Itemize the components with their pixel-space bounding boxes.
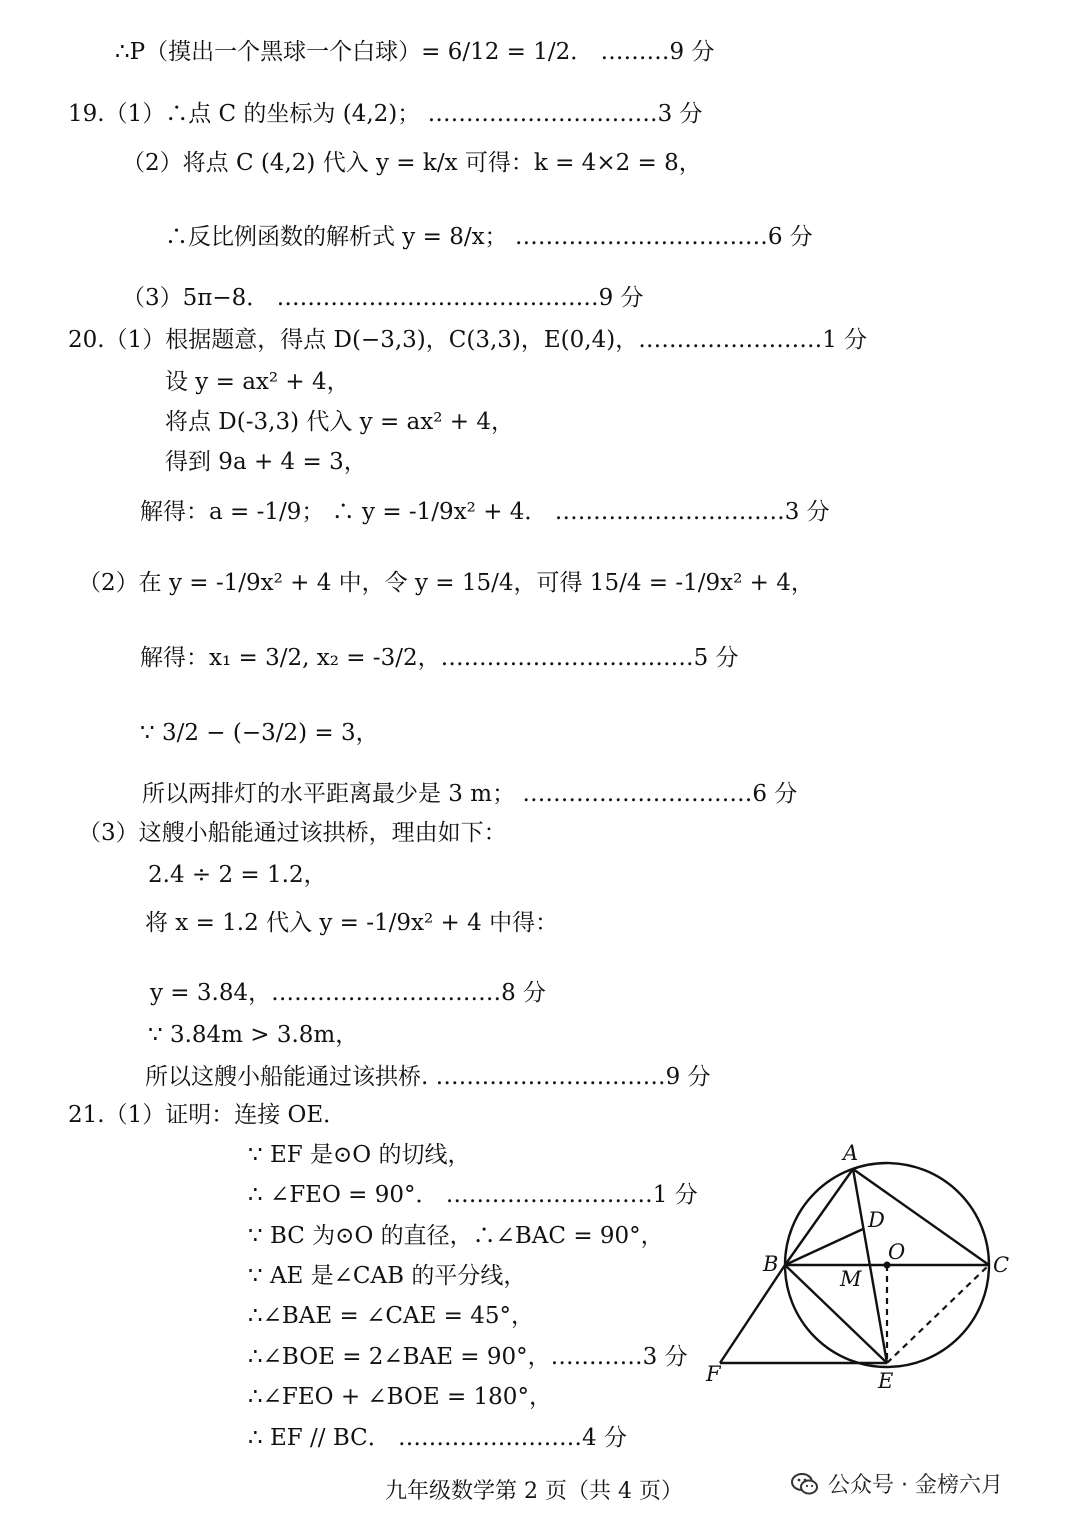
segment-ec-dashed xyxy=(887,1265,989,1363)
line-20-3-compare: ∵ 3.84m > 3.8m， xyxy=(148,1022,359,1048)
line-21-bae: ∴∠BAE = ∠CAE = 45°， xyxy=(248,1303,535,1329)
line-21-1: 21.（1）证明：连接 OE． xyxy=(68,1102,347,1128)
line-21-sum: ∴∠FEO + ∠BOE = 180°， xyxy=(248,1384,552,1410)
line-21-parallel: ∴ EF // BC． ……………………4 分 xyxy=(248,1425,627,1451)
line-19-3: （3）5π−8． ……………………………………9 分 xyxy=(122,285,644,311)
line-20-3-value: y = 3.84，…………………………8 分 xyxy=(150,980,547,1006)
label-o: O xyxy=(888,1240,906,1264)
segment-fb xyxy=(720,1265,785,1363)
label-f: F xyxy=(706,1362,721,1386)
wechat-icon xyxy=(790,1469,820,1499)
label-a: A xyxy=(843,1141,859,1165)
line-20-3-conclusion: 所以这艘小船能通过该拱桥. …………………………9 分 xyxy=(145,1064,711,1090)
line-20-1-equation: 得到 9a + 4 = 3， xyxy=(165,449,367,475)
label-c: C xyxy=(993,1253,1010,1277)
line-20-3-substitute: 将 x = 1.2 代入 y = -1/9x² + 4 中得： xyxy=(145,910,559,936)
watermark xyxy=(790,1468,1003,1499)
line-21-bisector: ∵ AE 是∠CAB 的平分线， xyxy=(248,1263,527,1289)
line-20-1-substitute: 将点 D(-3,3) 代入 y = ax² + 4， xyxy=(165,409,514,435)
line-20-3: （3）这艘小船能通过该拱桥，理由如下： xyxy=(78,820,507,846)
line-19-2-result: ∴反比例函数的解析式 y = 8/x； ……………………………6 分 xyxy=(165,224,813,250)
line-20-2: （2）在 y = -1/9x² + 4 中，令 y = 15/4，可得 15/4 = -1/9x² + 4， xyxy=(78,570,814,596)
line-20-1-set: 设 y = ax² + 4， xyxy=(165,369,350,395)
geometry-figure xyxy=(700,1135,1030,1395)
line-21-angle-feo: ∴ ∠FEO = 90°． ………………………1 分 xyxy=(248,1182,698,1208)
line-21-tangent: ∵ EF 是⊙O 的切线， xyxy=(248,1142,471,1168)
label-d: D xyxy=(868,1208,885,1232)
line-19-1: 19.（1）∴点 C 的坐标为 (4,2)； …………………………3 分 xyxy=(68,101,703,127)
line-21-boe: ∴∠BOE = 2∠BAE = 90°，…………3 分 xyxy=(248,1344,688,1370)
label-m: M xyxy=(840,1267,862,1291)
line-19-2: （2）将点 C (4,2) 代入 y = k/x 可得：k = 4×2 = 8， xyxy=(122,150,702,176)
label-e: E xyxy=(878,1369,894,1393)
label-b: B xyxy=(763,1252,779,1276)
line-20-3-divide: 2.4 ÷ 2 = 1.2， xyxy=(148,862,327,888)
line-20-2-because: ∵ 3/2 − (−3/2) = 3， xyxy=(140,720,379,746)
line-20-2-conclusion: 所以两排灯的水平距离最少是 3 m； …………………………6 分 xyxy=(142,781,798,807)
watermark-text: 公众号 · 金榜六月 xyxy=(828,1473,1003,1498)
line-prob-result: ∴P（摸出一个黑球一个白球）= 6/12 = 1/2． ………9 分 xyxy=(115,39,715,65)
line-20-1: 20.（1）根据题意，得点 D(−3,3)，C(3,3)，E(0,4)，……………………1 分 xyxy=(68,327,868,353)
line-20-2-solution: 解得：x₁ = 3/2, x₂ = -3/2，……………………………5 分 xyxy=(140,645,739,671)
page-footer: 九年级数学第 2 页（共 4 页） xyxy=(385,1479,683,1504)
line-20-1-solution: 解得：a = -1/9； ∴ y = -1/9x² + 4． …………………………3 分 xyxy=(140,499,830,525)
line-21-diameter: ∵ BC 为⊙O 的直径，∴∠BAC = 90°， xyxy=(248,1223,664,1249)
